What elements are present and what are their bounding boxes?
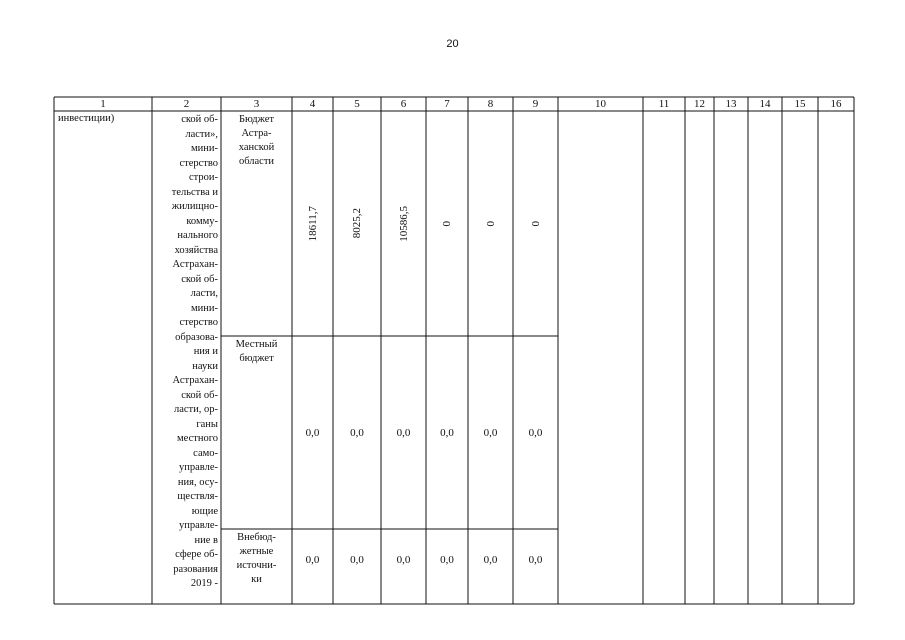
- value-extra-col4: 0,0: [305, 553, 320, 566]
- header-col-9: 9: [532, 98, 539, 110]
- value-regional-col5: 8025,2: [351, 208, 363, 239]
- value-local-col4: 0,0: [305, 426, 320, 439]
- value-regional-col8: 0: [484, 220, 497, 227]
- header-col-14: 14: [759, 98, 771, 110]
- value-extra-col9: 0,0: [528, 553, 543, 566]
- source-regional-budget: Бюджет Астра- ханской области: [238, 114, 275, 167]
- value-regional-col6: 10586,5: [397, 205, 410, 242]
- header-col-7: 7: [444, 98, 450, 110]
- value-regional-col9: 0: [529, 220, 542, 227]
- source-local-budget: Местный бюджет: [235, 339, 278, 364]
- value-local-col7: 0,0: [440, 426, 454, 439]
- header-col-3: 3: [253, 98, 260, 110]
- value-extra-col5: 0,0: [350, 553, 364, 566]
- header-col-8: 8: [487, 98, 494, 110]
- value-extra-col6: 0,0: [396, 553, 411, 566]
- header-col-6: 6: [400, 98, 407, 110]
- header-col-2: 2: [183, 98, 190, 110]
- value-local-col6: 0,0: [396, 426, 411, 439]
- value-regional-col7: 0: [441, 220, 453, 227]
- cell-col2-text: ской об- ласти», мини- стерство строи- тельства и жилищно- комму- нального хозяйства Астрахан- ской об- ласти, мини- стерство образова- ния и науки Астрахан- ской об- ласти, ор- ганы местного само- управле- ния, осу- ществля- ющие управле- ние в сфере об- разования 2019 -: [171, 114, 218, 589]
- header-col-5: 5: [354, 98, 360, 110]
- value-extra-col8: 0,0: [483, 553, 498, 566]
- value-local-col8: 0,0: [483, 426, 498, 439]
- header-col-10: 10: [595, 98, 606, 110]
- value-extra-col7: 0,0: [440, 553, 454, 566]
- header-col-11: 11: [658, 98, 670, 110]
- header-col-4: 4: [309, 98, 316, 110]
- value-local-col9: 0,0: [528, 426, 543, 439]
- value-regional-col4: 18611,7: [306, 205, 319, 242]
- value-local-col5: 0,0: [350, 426, 364, 439]
- header-col-12: 12: [694, 98, 705, 110]
- cell-col1-text: инвестиции): [58, 113, 115, 124]
- header-col-16: 16: [830, 98, 842, 110]
- header-col-1: 1: [100, 98, 106, 110]
- header-col-15: 15: [794, 98, 806, 110]
- source-extrabudgetary: Внебюд- жетные источни- ки: [236, 532, 277, 585]
- header-col-13: 13: [725, 98, 737, 110]
- page-number: 20: [446, 38, 459, 50]
